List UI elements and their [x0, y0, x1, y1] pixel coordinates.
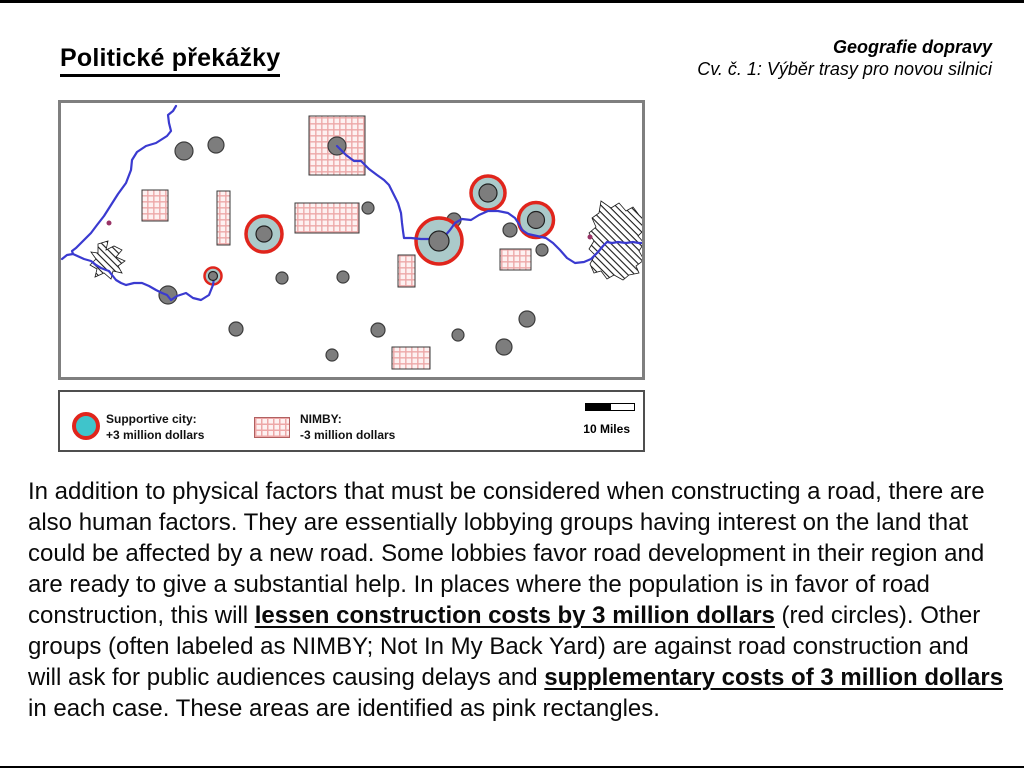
supportive-city-label — [106, 411, 204, 443]
supportive-city-core — [429, 231, 449, 251]
city-dot — [503, 223, 517, 237]
city-dot — [536, 244, 548, 256]
nimby-label-line2: -3 million dollars — [300, 428, 396, 442]
city-dot — [496, 339, 512, 355]
city-dot — [326, 349, 338, 361]
city-dot — [371, 323, 385, 337]
nimby-symbol-icon — [254, 417, 290, 438]
small-dot — [107, 221, 112, 226]
city-dot — [229, 322, 243, 336]
supportive-city-core — [256, 226, 272, 242]
scale-label: 10 Miles — [583, 422, 630, 436]
city-dot — [519, 311, 535, 327]
city-dot — [362, 202, 374, 214]
course-header — [697, 36, 992, 80]
political-map-svg — [61, 103, 642, 377]
map-legend — [58, 390, 645, 452]
scale-bar — [585, 403, 635, 411]
small-dot — [588, 235, 593, 240]
nimby-area — [392, 347, 430, 369]
supportive-city-core — [209, 272, 218, 281]
city-dot — [276, 272, 288, 284]
city-dot — [175, 142, 193, 160]
body-text-segment: In addition to physical factors that must be considered when constructing a road, there are also human factors. They are essentially lobbying groups having interest on the land that could be affected by a new road. Some lobbies favor road development in their region and are ready to give a substantial help. In places where the population is in favor of road construction, this will — [28, 478, 985, 629]
exercise-name: Cv. č. 1: Výběr trasy pro novou silnici — [697, 59, 992, 79]
body-text-emphasis: supplementary costs of 3 million dollars — [544, 664, 1004, 691]
page-title: Politické překážky — [60, 44, 280, 77]
course-name: Geografie dopravy — [832, 37, 992, 57]
city-dot — [337, 271, 349, 283]
nimby-area — [217, 191, 230, 245]
hatched-area — [589, 201, 642, 280]
nimby-area — [500, 249, 531, 270]
scale-bar-empty-segment — [610, 403, 635, 411]
city-dot — [208, 137, 224, 153]
nimby-area — [398, 255, 415, 287]
hatched-area — [90, 241, 125, 279]
supportive-label-line2: +3 million dollars — [106, 428, 205, 442]
nimby-area — [295, 203, 359, 233]
nimby-area — [142, 190, 168, 221]
city-dot — [452, 329, 464, 341]
supportive-label-line1: Supportive city: — [106, 412, 197, 426]
body-text-emphasis: lessen construction costs by 3 million dollars — [254, 602, 775, 629]
supportive-city-symbol-icon — [72, 412, 100, 440]
body-text-segment: in each case. These areas are identified as pink rectangles. — [28, 695, 660, 722]
supportive-city-core — [528, 212, 545, 229]
nimby-label — [300, 411, 395, 443]
river — [62, 254, 73, 259]
nimby-label-line1: NIMBY: — [300, 412, 342, 426]
body-text-segment: (red circles). Other groups (often labeled as NIMBY; Not In My Back Yard) are against road construction and will ask for public audiences causing delays and — [28, 602, 981, 691]
political-obstacles-map — [58, 100, 645, 380]
slide-top-border — [0, 0, 1024, 3]
body-paragraph — [28, 476, 1008, 724]
supportive-city-core — [479, 184, 497, 202]
scale-bar-filled-segment — [585, 403, 610, 411]
